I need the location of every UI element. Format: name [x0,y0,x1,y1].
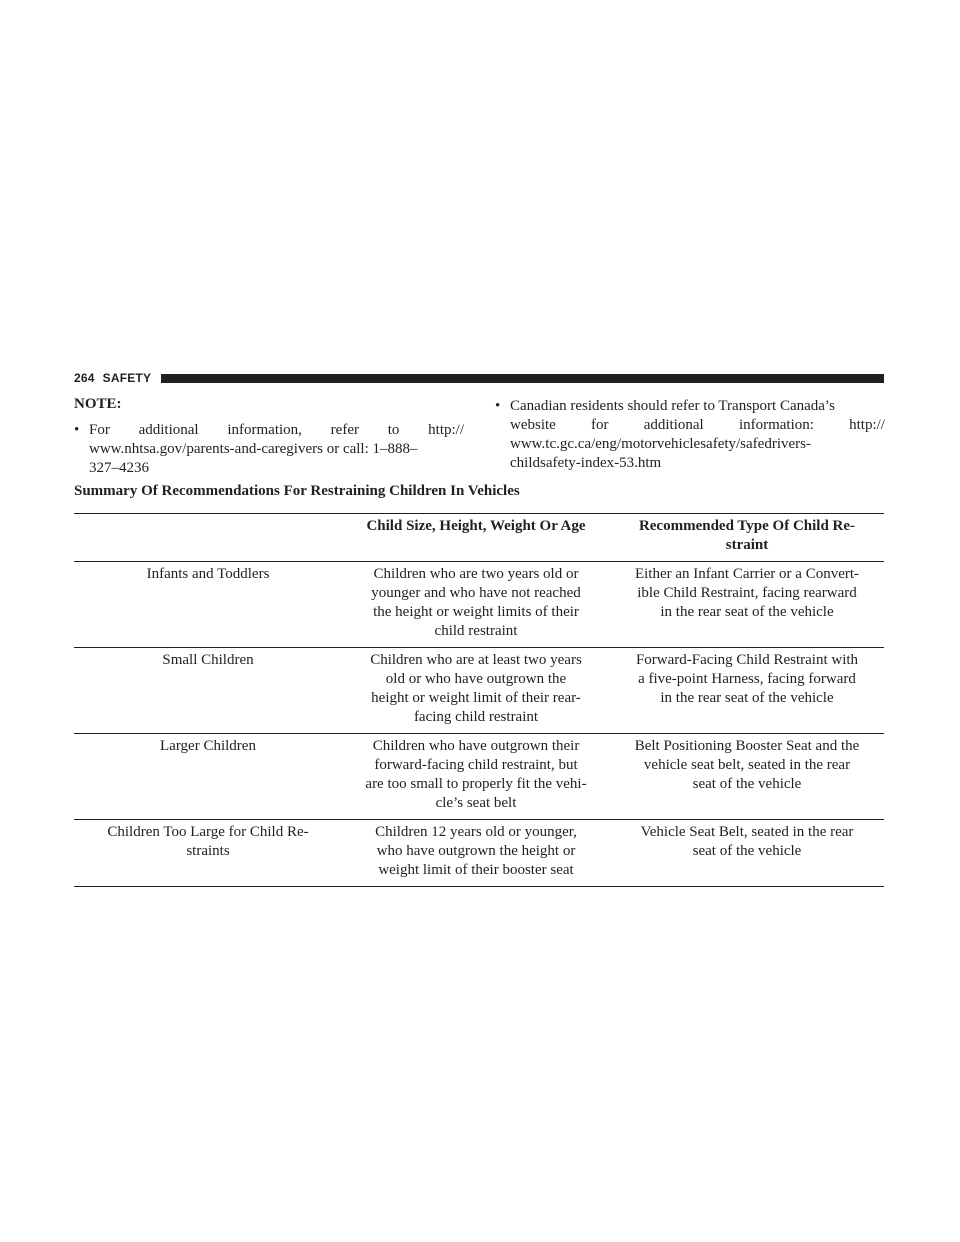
cell-group: Infants and Toddlers [146,566,270,582]
cell-type: Forward-Facing Child Restraint with a five-point Harness, facing forward in the rear seat of the vehicle [635,652,859,706]
bullet-line: www.tc.gc.ca/eng/motorvehiclesafety/safedrivers- [510,436,811,452]
table-row [74,734,884,820]
bullet-line: For additional information, refer to http:// [89,422,464,438]
header-cell-size: Child Size, Height, Weight Or Age [366,518,586,534]
header-rule [161,374,884,383]
cell-group: Children Too Large for Child Re- straints [107,824,309,859]
table-row [74,648,884,734]
page-header [74,370,884,386]
cell-group: Small Children [162,652,254,668]
note-bullet-nhtsa [74,421,464,478]
bullet-line: website for additional information: http:// [510,417,885,433]
cell-type: Either an Infant Carrier or a Convert- ible Child Restraint, facing rearward in the rear seat of the vehicle [634,566,860,620]
bullet-icon: • [495,398,501,414]
note-bullet-canada [495,397,885,473]
summary-heading: Summary Of Recommendations For Restraining Children In Vehicles [74,483,520,499]
bullet-line: childsafety-index-53.htm [510,455,662,471]
header-cell-type: Recommended Type Of Child Re- straint [638,518,856,553]
cell-size: Children who are at least two years old or who have outgrown the height or weight limit of their rear- facing child restraint [370,652,582,725]
bullet-icon: • [74,422,80,438]
bullet-line: www.nhtsa.gov/parents-and-caregivers or call: 1–888– [89,441,418,457]
table-row [74,820,884,887]
cell-type: Vehicle Seat Belt, seated in the rear seat of the vehicle [640,824,854,859]
cell-group: Larger Children [160,738,256,754]
bullet-line: Canadian residents should refer to Transport Canada’s [510,398,835,414]
cell-size: Children who are two years old or younger and who have not reached the height or weight limits of their child restraint [371,566,581,639]
recommendations-table [74,513,884,887]
note-title: NOTE: [74,396,122,412]
header-cell-group [74,514,342,562]
cell-size: Children 12 years old or younger, who have outgrown the height or weight limit of their booster seat [375,824,577,878]
table-row [74,562,884,648]
cell-size: Children who have outgrown their forward-facing child restraint, but are too small to properly fit the vehi- cle’s seat belt [365,738,587,811]
page-number: 264 [74,371,95,385]
table-header-row [74,514,884,562]
section-title: SAFETY [102,371,152,385]
cell-type: Belt Positioning Booster Seat and the vehicle seat belt, seated in the rear seat of the vehicle [634,738,860,792]
bullet-line: 327–4236 [89,460,149,476]
